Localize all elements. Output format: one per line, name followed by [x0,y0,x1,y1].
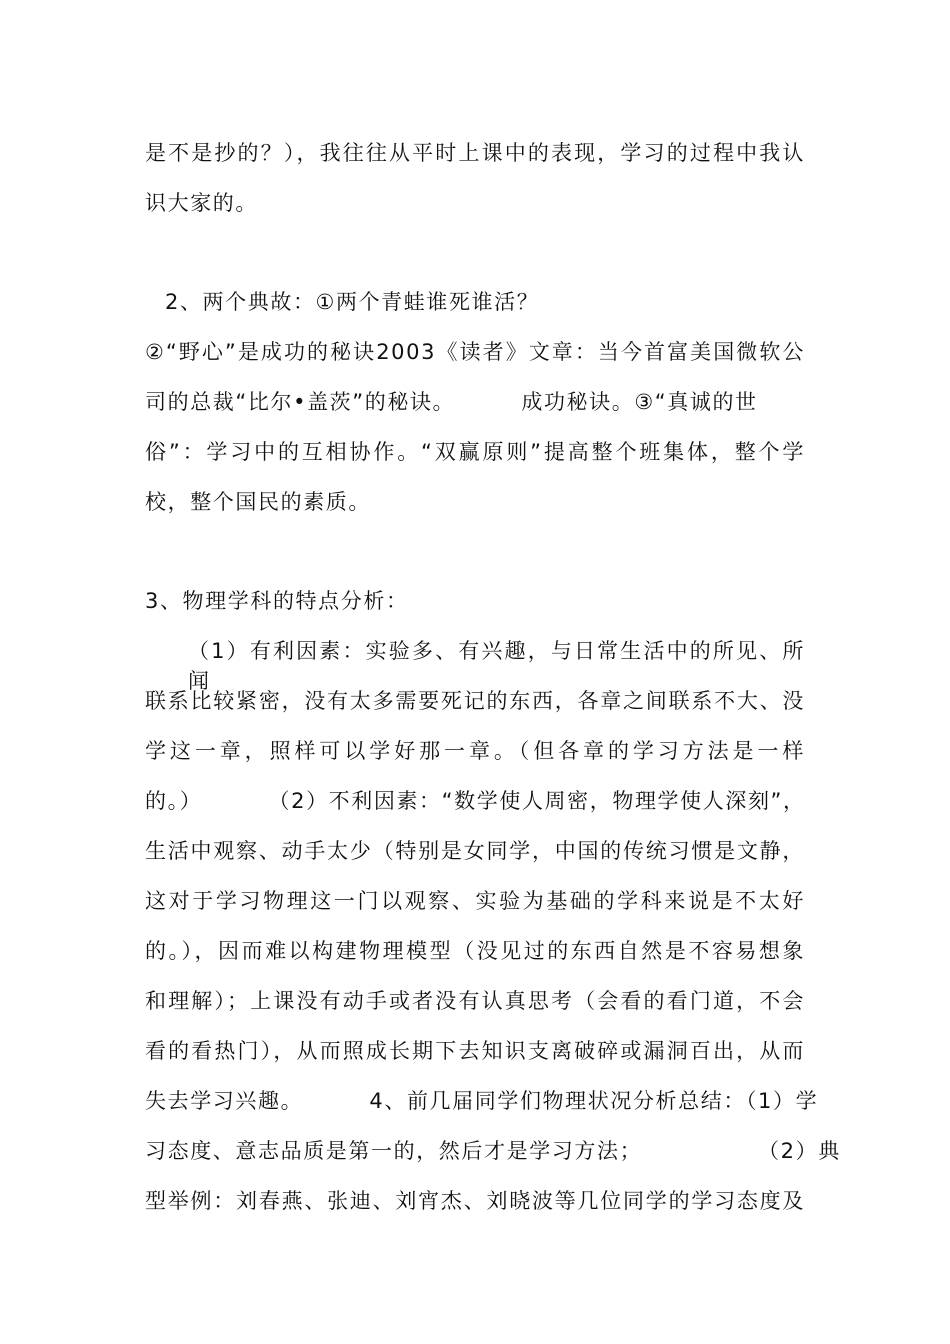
text-line: 的。） （2）不利因素：“数学使人周密，物理学使人深刻”， [145,789,806,813]
text-line: 俗”：学习中的互相协作。“双赢原则”提高整个班集体，整个学 [145,440,805,464]
text-line: 学这一章，照样可以学好那一章。（但各章的学习方法是一样 [145,739,805,763]
text-line: 司的总裁“比尔•盖茨”的秘诀。 成功秘诀。③“真诚的世 [145,390,758,414]
text-line: 校，整个国民的素质。 [145,490,371,514]
text-line: 联系比较紧密，没有太多需要死记的东西，各章之间联系不大、没 [145,689,805,713]
text-line: ②“野心”是成功的秘诀2003《读者》文章：当今首富美国微软公 [145,340,805,364]
text-line: 失去学习兴趣。 4、前几届同学们物理状况分析总结：（1）学 [145,1089,819,1113]
text-line: 生活中观察、动手太少（特别是女同学，中国的传统习惯是文静， [145,839,805,863]
text-line: 识大家的。 [145,191,258,215]
text-line: 是不是抄的？），我往往从平时上课中的表现，学习的过程中我认 [145,141,805,165]
text-line: 看的看热门），从而照成长期下去知识支离破碎或漏洞百出，从而 [145,1039,805,1063]
text-line: 这对于学习物理这一门以观察、实验为基础的学科来说是不太好 [145,889,805,913]
text-line: 型举例：刘春燕、张迪、刘宵杰、刘晓波等几位同学的学习态度及 [145,1189,805,1213]
text-line: 的。），因而难以构建物理模型（没见过的东西自然是不容易想象 [145,939,805,963]
text-line: 和理解）；上课没有动手或者没有认真思考（会看的看门道，不会 [145,989,805,1013]
text-line: 2、两个典故：①两个青蛙谁死谁活？ [165,290,540,314]
text-line: （1）有利因素：实验多、有兴趣，与日常生活中的所见、所闻 [188,639,805,693]
section-heading: 3、物理学科的特点分析： [145,589,409,613]
text-line: 习态度、意志品质是第一的，然后才是学习方法； （2）典 [145,1139,841,1163]
